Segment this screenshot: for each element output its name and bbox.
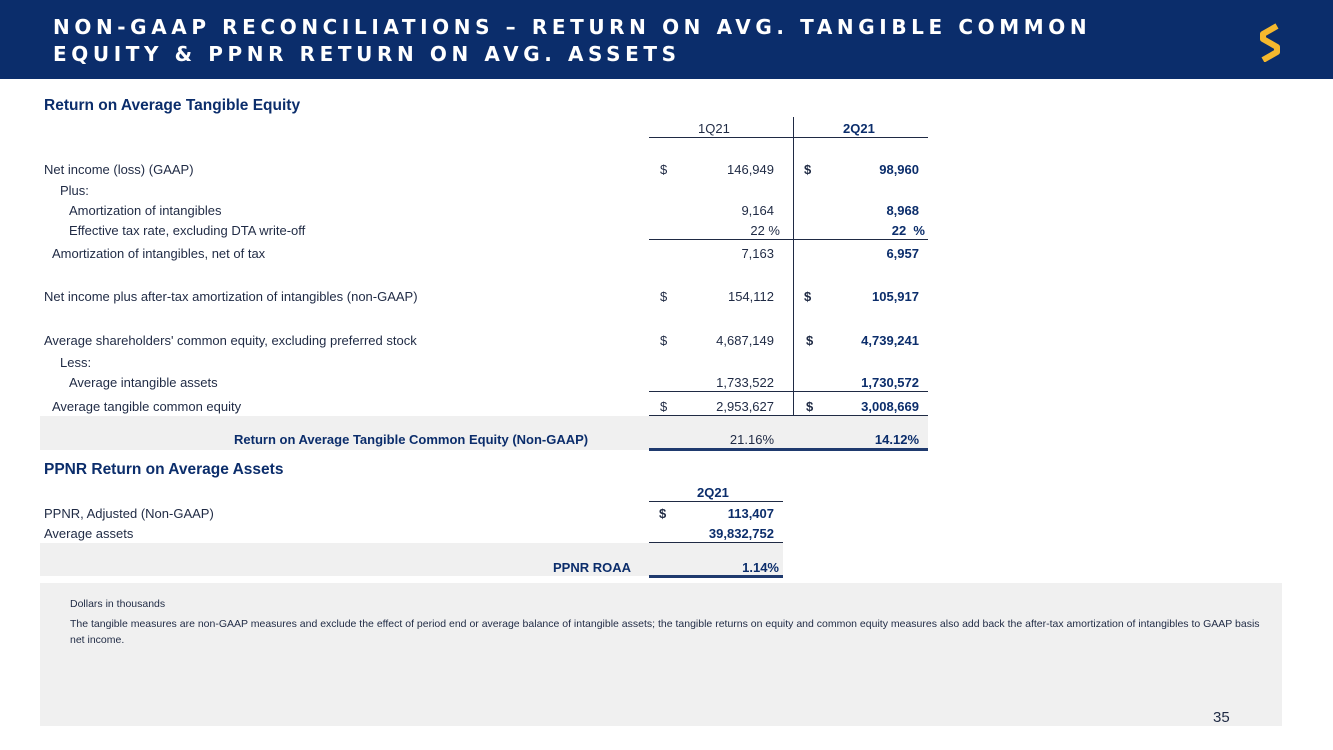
header-underline (649, 137, 928, 138)
col-header-2q21: 2Q21 (843, 121, 875, 136)
value-avg-tce-1q21: 2,953,627 (716, 399, 774, 414)
value-avg-intangibles-1q21: 1,733,522 (716, 375, 774, 390)
footnote-units: Dollars in thousands (70, 598, 166, 610)
value-amortization-net-1q21: 7,163 (741, 246, 774, 261)
row-label-tax-rate: Effective tax rate, excluding DTA write-off (69, 223, 306, 238)
value-ppnr-roaa: 1.14% (742, 560, 779, 575)
value-amortization-2q21: 8,968 (886, 203, 919, 218)
value-rotce-2q21: 14.12% (874, 432, 919, 447)
value-net-income-plus-1q21: 154,112 (727, 289, 774, 304)
s-logo-icon (1255, 22, 1285, 62)
value-tax-rate-2q21: 22 % (891, 223, 925, 238)
subtotal-line (649, 391, 928, 392)
row-label-avg-tce: Average tangible common equity (52, 399, 242, 414)
row-label-amortization: Amortization of intangibles (69, 203, 222, 218)
col-header-ppnr-2q21: 2Q21 (697, 485, 729, 500)
value-net-income-plus-2q21: 105,917 (872, 289, 919, 304)
header-bar (0, 0, 1333, 79)
dollar-sign: $ (659, 506, 667, 521)
double-underline (649, 575, 783, 578)
value-amortization-1q21: 9,164 (741, 203, 774, 218)
col-header-1q21: 1Q21 (698, 121, 730, 136)
value-rotce-1q21: 21.16% (729, 432, 774, 447)
row-label-rotce: Return on Average Tangible Common Equity (Non-GAAP) (234, 432, 589, 447)
dollar-sign: $ (660, 399, 668, 414)
footnote-definition: The tangible measures are non-GAAP measures and exclude the effect of period end or average balance of intangible assets; the tangible returns on equity and common equity measures also add back the after-tax amortization of intangibles to GAAP basis net income. (70, 618, 1260, 646)
row-label-avg-assets: Average assets (44, 526, 134, 541)
row-label-ppnr-adjusted: PPNR, Adjusted (Non-GAAP) (44, 506, 214, 521)
row-label-net-income: Net income (loss) (GAAP) (44, 162, 194, 177)
row-label-plus: Plus: (60, 183, 89, 198)
value-net-income-1q21: 146,949 (727, 162, 774, 177)
row-label-amortization-net: Amortization of intangibles, net of tax (52, 246, 266, 261)
footnote-box (40, 583, 1282, 726)
dollar-sign: $ (804, 162, 812, 177)
dollar-sign: $ (660, 162, 668, 177)
value-avg-assets: 39,832,752 (708, 526, 774, 541)
ppnr-section-title: PPNR Return on Average Assets (44, 461, 284, 478)
value-avg-intangibles-2q21: 1,730,572 (861, 375, 919, 390)
value-avg-equity-1q21: 4,687,149 (716, 333, 774, 348)
roaa-row-background (40, 543, 783, 576)
value-ppnr-adjusted: 113,407 (727, 506, 774, 521)
value-net-income-2q21: 98,960 (879, 162, 919, 177)
page-title: NON-GAAP RECONCILIATIONS – RETURN ON AVG. TANGIBLE COMMON EQUITY & PPNR RETURN ON AVG. ASSETS (53, 15, 1092, 66)
row-label-ppnr-roaa: PPNR ROAA (553, 560, 632, 575)
header-underline (649, 501, 783, 502)
subtotal-line (649, 239, 928, 240)
row-label-avg-equity: Average shareholders' common equity, excluding preferred stock (44, 333, 417, 348)
dollar-sign: $ (660, 289, 668, 304)
value-avg-tce-2q21: 3,008,669 (861, 399, 919, 414)
dollar-sign: $ (806, 399, 814, 414)
value-tax-rate-1q21: 22 % (750, 223, 780, 238)
value-avg-equity-2q21: 4,739,241 (861, 333, 919, 348)
column-divider (793, 117, 794, 449)
dollar-sign: $ (806, 333, 814, 348)
dollar-sign: $ (660, 333, 668, 348)
dollar-sign: $ (804, 289, 812, 304)
value-amortization-net-2q21: 6,957 (886, 246, 919, 261)
double-underline (649, 448, 928, 451)
row-label-avg-intangibles: Average intangible assets (69, 375, 218, 390)
rote-section-title: Return on Average Tangible Equity (44, 97, 301, 114)
row-label-less: Less: (60, 355, 92, 370)
row-label-net-income-plus: Net income plus after-tax amortization of intangibles (non-GAAP) (44, 289, 418, 304)
page-number: 35 (1213, 709, 1230, 726)
